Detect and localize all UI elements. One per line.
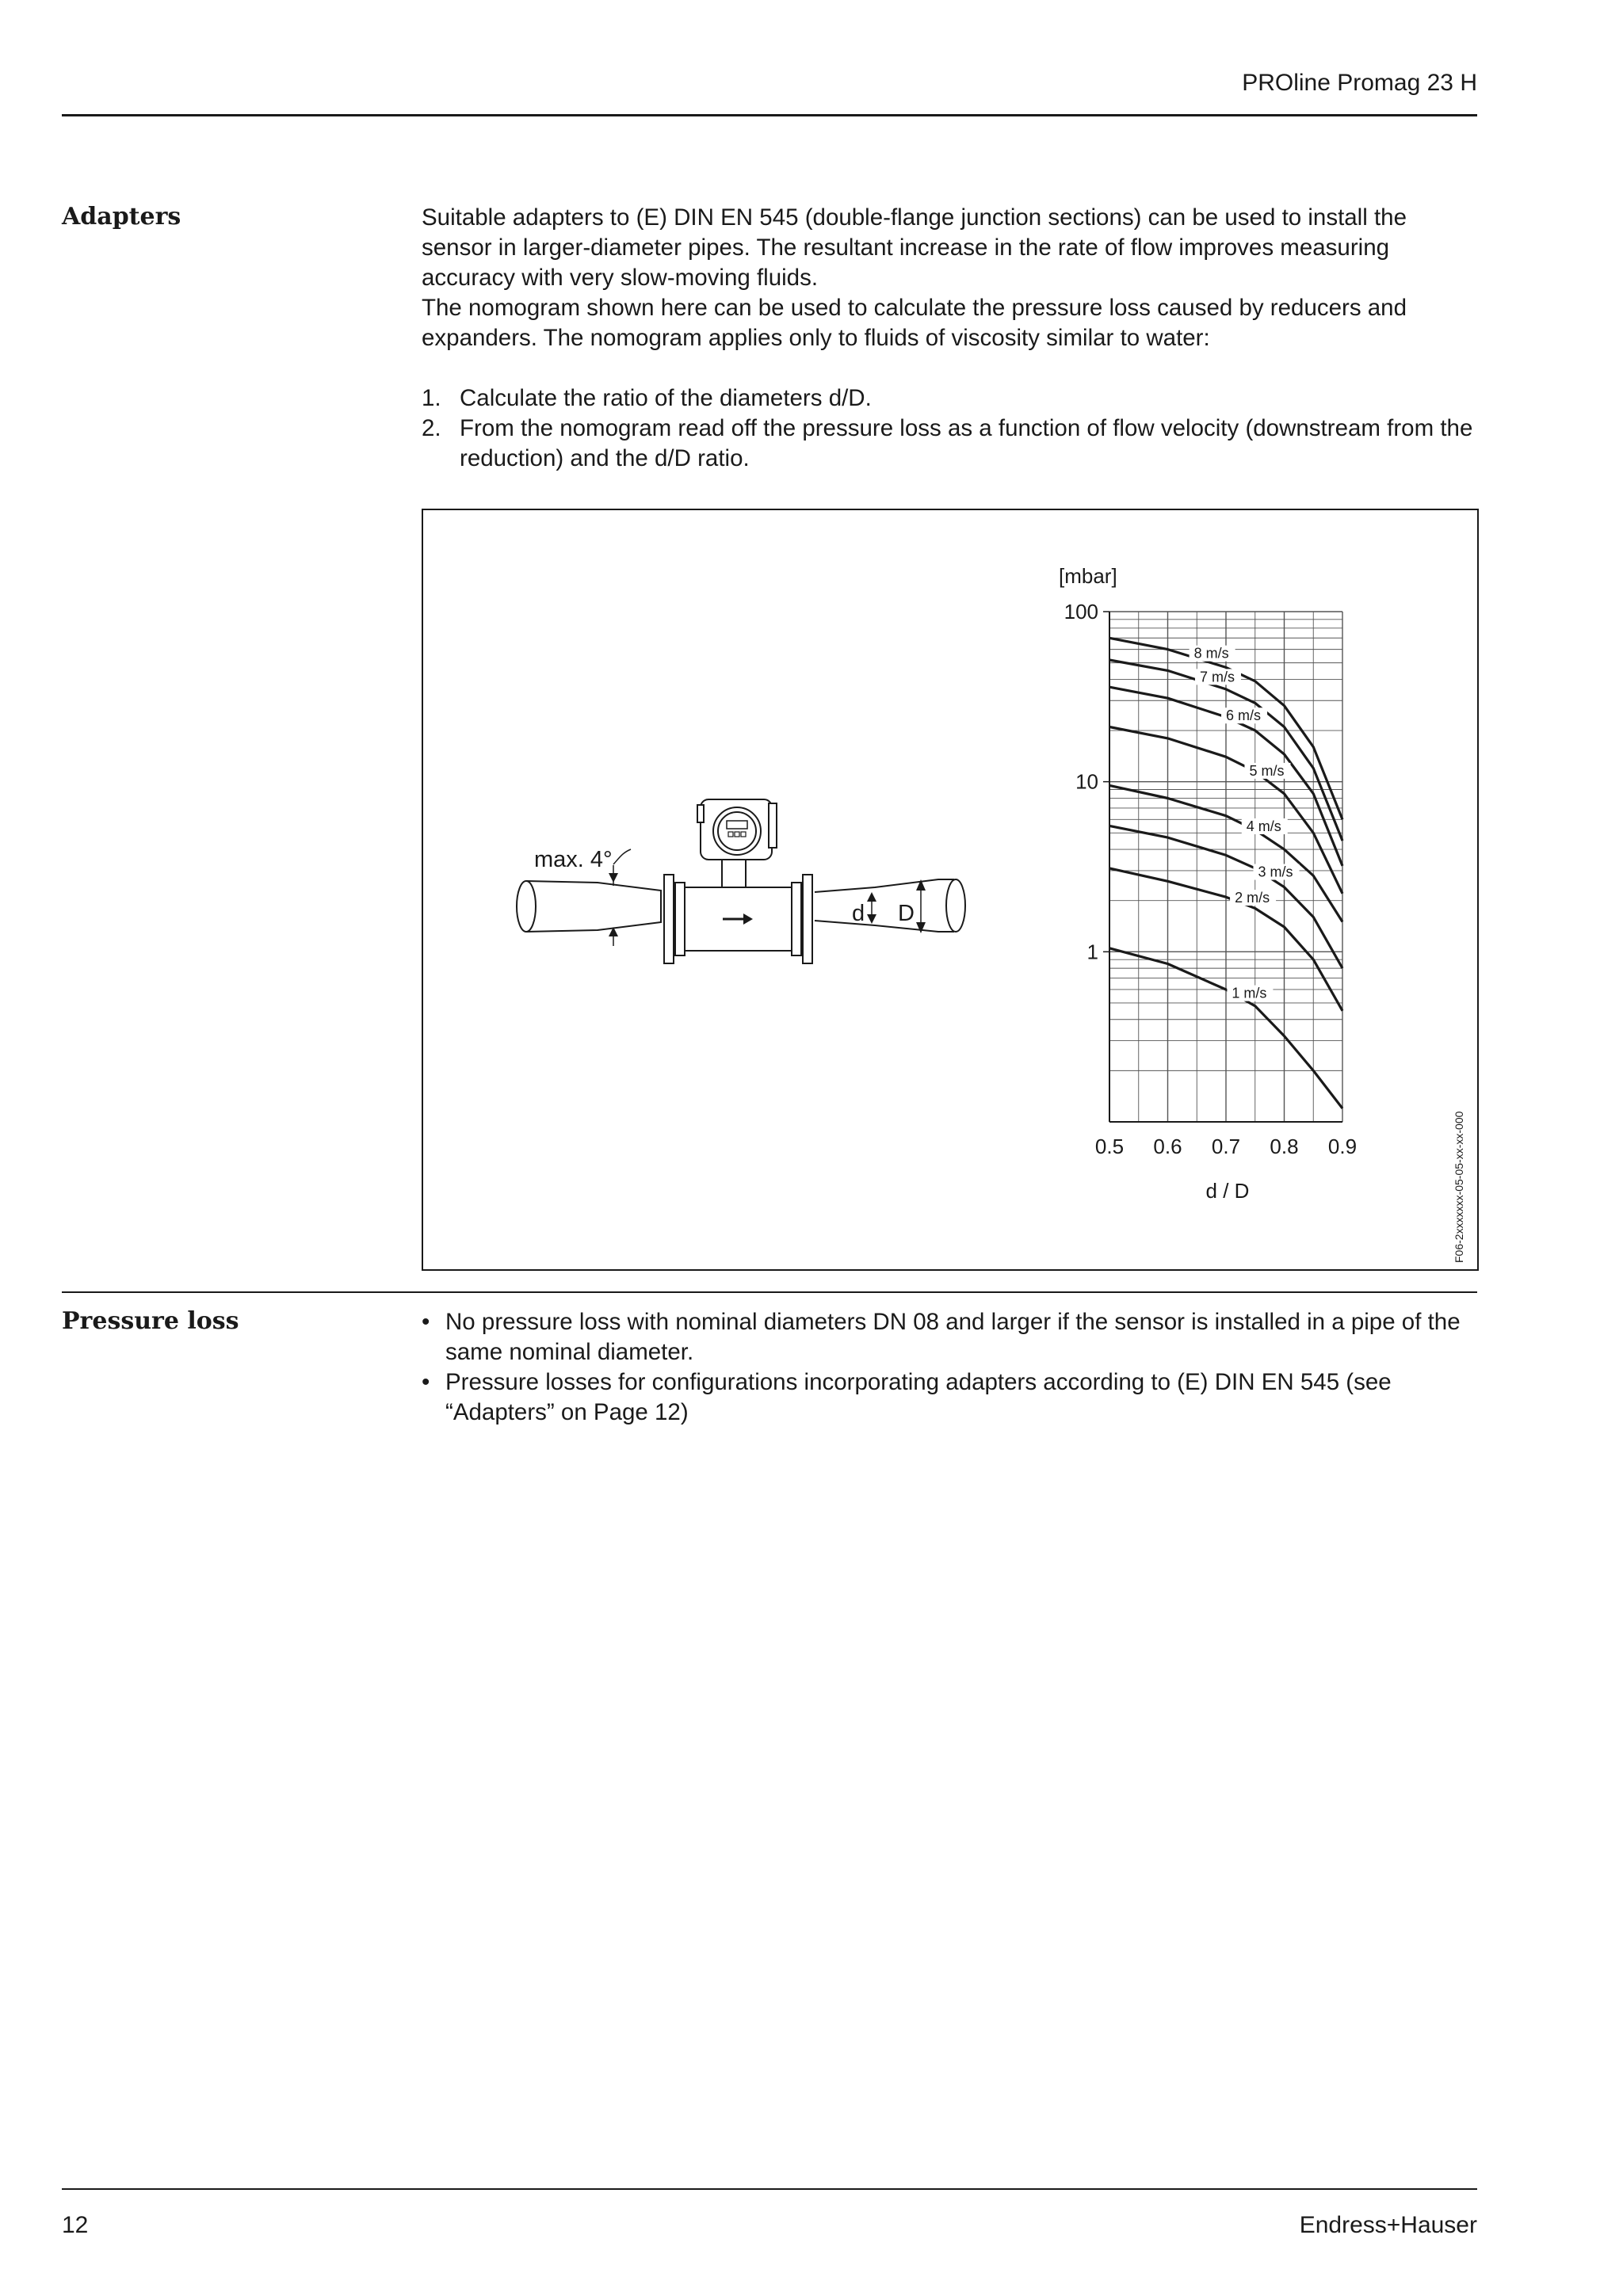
footer-rule	[62, 2188, 1477, 2190]
nomogram-figure	[423, 510, 1477, 1269]
x-tick-label: 0.8	[1270, 1135, 1299, 1158]
pressure-loss-heading: Pressure loss	[62, 1307, 239, 1335]
adapter-figure	[422, 509, 1479, 1271]
series-label: 7 m/s	[1199, 669, 1235, 685]
adapters-heading: Adapters	[62, 203, 181, 231]
series-label: 1 m/s	[1232, 985, 1267, 1001]
page-number: 12	[62, 2212, 89, 2238]
angle-label: max. 4°	[534, 847, 613, 872]
x-axis-title: d / D	[1205, 1179, 1250, 1203]
y-tick-label: 10	[1075, 769, 1098, 794]
x-tick-label: 0.7	[1211, 1135, 1241, 1158]
adapters-paragraph: Suitable adapters to (E) DIN EN 545 (double-flange junction sections) can be used to install the sensor in larger-diameter pipes. The resultant increase in the rate of flow improves measuring accuracy with very slow-moving fluids.	[422, 204, 1407, 291]
large-diameter-label: D	[898, 901, 915, 926]
footer-brand: Endress+Hauser	[1299, 2212, 1477, 2238]
adapters-body	[422, 203, 1480, 474]
adapter-drawing	[517, 799, 965, 963]
pressure-loss-body	[422, 1307, 1480, 1428]
list-item: • Pressure losses for configurations incorporating adapters according to (E) DIN EN 545 (see “Adapters” on Page 12)	[422, 1369, 1392, 1425]
pressure-loss-bullets	[422, 1307, 1480, 1428]
series-label: 4 m/s	[1246, 818, 1281, 834]
adapters-paragraph: The nomogram shown here can be used to calculate the pressure loss caused by reducers and expanders. The nomogram applies only to fluids of viscosity similar to water:	[422, 295, 1407, 351]
x-tick-label: 0.5	[1094, 1135, 1125, 1158]
mid-rule	[62, 1291, 1477, 1293]
small-diameter-label: d	[852, 901, 865, 926]
header-product: PROline Promag 23 H	[1242, 70, 1477, 96]
series-label: 2 m/s	[1235, 890, 1270, 906]
list-item: 1. Calculate the ratio of the diameters d/D.	[422, 385, 872, 411]
instruction-steps	[422, 383, 1480, 474]
x-tick-label: 0.9	[1327, 1135, 1358, 1158]
y-tick-label: 1	[1086, 940, 1098, 964]
series-label: 3 m/s	[1258, 864, 1293, 880]
series-label: 8 m/s	[1193, 645, 1229, 662]
series-label: 6 m/s	[1226, 707, 1262, 724]
header-rule	[62, 114, 1477, 116]
y-tick-label: 100	[1064, 600, 1098, 624]
pressure-loss-nomogram	[1059, 564, 1357, 1203]
list-item: • No pressure loss with nominal diameters DN 08 and larger if the sensor is installed in a pipe of the same nominal diameter.	[422, 1309, 1461, 1365]
series-label: 5 m/s	[1249, 762, 1285, 779]
list-item: 2. From the nomogram read off the pressure loss as a function of flow velocity (downstream from the reduction) and the d/D ratio.	[422, 415, 1473, 471]
y-axis-title: [mbar]	[1059, 564, 1117, 588]
x-tick-label: 0.6	[1153, 1135, 1182, 1158]
figure-code: F06-2xxxxxxx-05-05-xx-xx-000	[1453, 1111, 1465, 1263]
